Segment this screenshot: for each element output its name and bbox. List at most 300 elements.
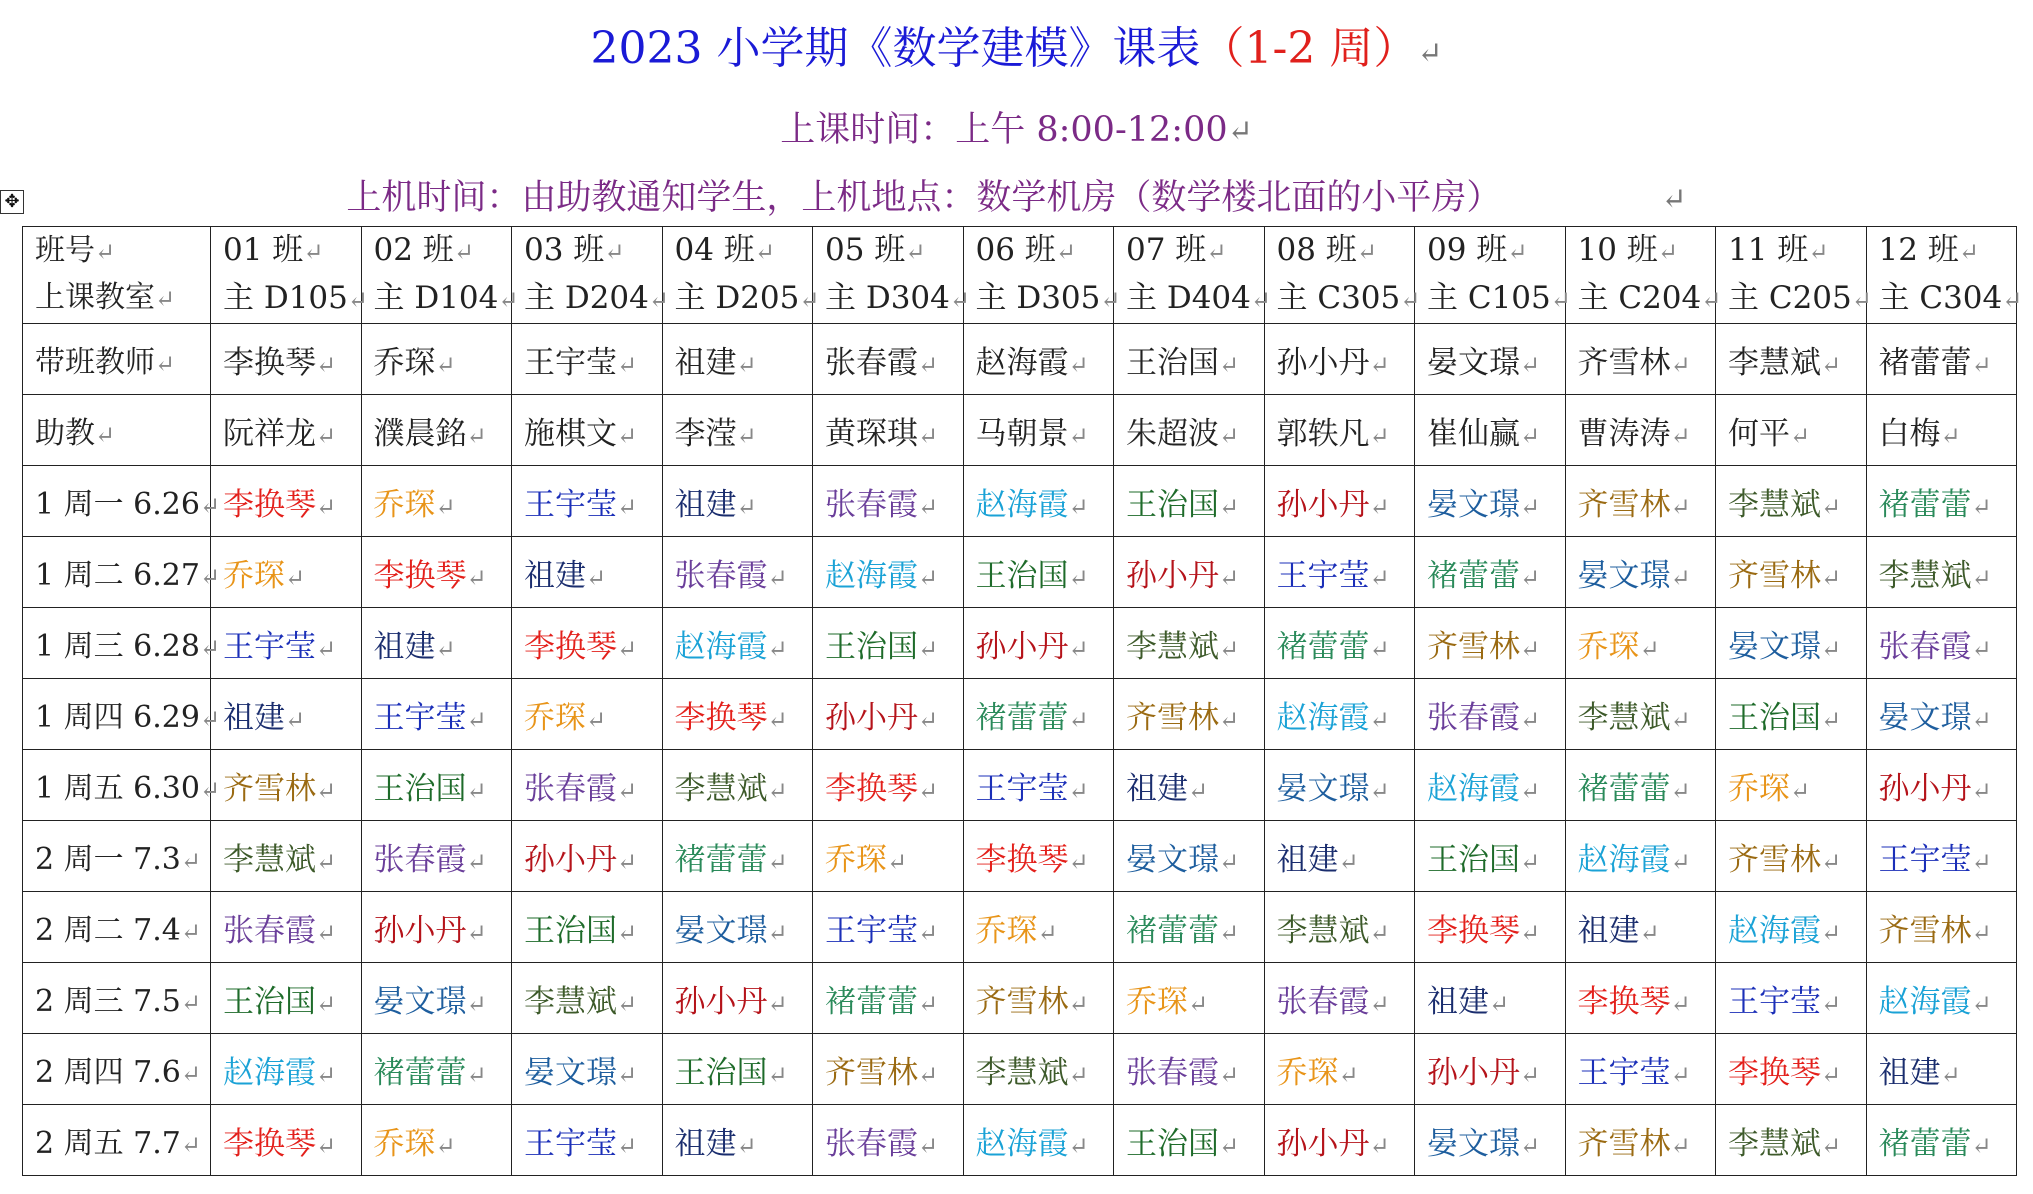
assigned-teacher: 孙小丹 (975, 628, 1069, 665)
teacher-cell[interactable] (1264, 324, 1415, 395)
day-cell[interactable] (23, 821, 211, 892)
schedule-cell[interactable] (963, 963, 1114, 1034)
cell-mark-icon: ↵ (918, 563, 939, 592)
assigned-teacher: 乔琛 (373, 486, 436, 523)
class-time-line (0, 102, 2033, 152)
assigned-teacher: 王宇莹 (825, 912, 918, 949)
schedule-cell[interactable] (1716, 821, 1867, 892)
schedule-cell[interactable] (963, 679, 1114, 750)
schedule-cell[interactable] (813, 1034, 964, 1105)
assistant-cell[interactable] (1716, 395, 1867, 466)
assistant-cell[interactable] (1565, 395, 1716, 466)
teacher-cell[interactable] (1565, 324, 1716, 395)
schedule-cell[interactable] (813, 892, 964, 963)
assistant-cell[interactable] (963, 395, 1114, 466)
schedule-cell[interactable] (1866, 679, 2017, 750)
assigned-teacher: 王治国 (524, 912, 617, 949)
schedule-cell[interactable] (1264, 963, 1415, 1034)
day-cell[interactable] (23, 1034, 211, 1105)
teacher-name: 王治国 (1126, 344, 1219, 381)
class-header-cell[interactable] (1415, 227, 1571, 324)
schedule-cell[interactable] (1114, 963, 1265, 1034)
cell-mark-icon: ↵ (1940, 1060, 1961, 1089)
assigned-teacher: 晏文璟 (373, 983, 467, 1020)
schedule-cell[interactable] (1415, 892, 1566, 963)
header-label-cell[interactable] (23, 227, 211, 324)
schedule-cell[interactable] (963, 608, 1114, 679)
table-move-handle-icon[interactable]: ✥ (0, 190, 24, 214)
schedule-cell[interactable] (813, 821, 964, 892)
schedule-cell[interactable] (1716, 892, 1867, 963)
assistant-cell[interactable] (1114, 395, 1265, 466)
cell-mark-icon: ↵ (1971, 705, 1992, 734)
schedule-cell[interactable] (1415, 1034, 1566, 1105)
schedule-cell[interactable] (1114, 892, 1265, 963)
schedule-cell[interactable] (963, 750, 1114, 821)
assistant-cell[interactable] (512, 395, 663, 466)
schedule-cell[interactable] (211, 466, 362, 537)
schedule-cell[interactable] (211, 1105, 362, 1176)
day-label: 2 周四 7.6 (35, 1055, 181, 1090)
cell-mark-icon: ↵ (180, 918, 201, 946)
schedule-cell[interactable] (1415, 1105, 1566, 1176)
cell-mark-icon: ↵ (316, 847, 337, 876)
cell-mark-icon: ↵ (1219, 634, 1240, 663)
cell-mark-icon: ↵ (1068, 563, 1089, 592)
schedule-cell[interactable] (662, 679, 813, 750)
teacher-cell[interactable] (1415, 324, 1566, 395)
schedule-row (23, 963, 2017, 1034)
schedule-cell[interactable] (1866, 608, 2017, 679)
schedule-cell[interactable] (813, 750, 964, 821)
assigned-teacher: 孙小丹 (1878, 770, 1972, 807)
cell-mark-icon: ↵ (617, 1131, 638, 1160)
schedule-cell[interactable] (1866, 1105, 2017, 1176)
cell-mark-icon: ↵ (1206, 238, 1227, 266)
assistant-name: 白梅 (1878, 415, 1941, 452)
schedule-cell[interactable] (211, 963, 362, 1034)
cell-mark-icon: ↵ (617, 634, 638, 663)
assigned-teacher: 李换琴 (1427, 912, 1520, 949)
classroom: 主 C105 (1427, 280, 1551, 316)
cell-mark-icon: ↵ (1369, 492, 1390, 521)
assigned-teacher: 赵海霞 (1427, 770, 1520, 807)
cell-mark-icon: ↵ (1670, 1131, 1691, 1160)
schedule-cell[interactable] (1565, 466, 1716, 537)
class-name: 01 班 (223, 232, 304, 268)
cell-mark-icon: ↵ (95, 238, 116, 266)
cell-mark-icon: ↵ (1068, 350, 1089, 379)
schedule-cell[interactable] (512, 1105, 663, 1176)
schedule-cell[interactable] (1565, 750, 1716, 821)
assigned-teacher: 赵海霞 (223, 1054, 316, 1091)
schedule-cell[interactable] (813, 1105, 964, 1176)
teacher-name: 孙小丹 (1276, 344, 1370, 381)
schedule-cell[interactable] (1415, 750, 1566, 821)
schedule-cell[interactable] (1866, 466, 2017, 537)
schedule-cell[interactable] (1565, 963, 1716, 1034)
assistant-cell[interactable] (1415, 395, 1566, 466)
schedule-cell[interactable] (512, 963, 663, 1034)
schedule-cell[interactable] (512, 821, 663, 892)
assistant-name: 曹涛涛 (1577, 415, 1671, 452)
schedule-cell[interactable] (1264, 1034, 1415, 1105)
assigned-teacher: 褚蕾蕾 (1577, 770, 1671, 807)
schedule-cell[interactable] (361, 963, 512, 1034)
assigned-teacher: 王宇莹 (524, 1125, 617, 1162)
class-header-cell[interactable] (1716, 227, 1872, 324)
schedule-cell[interactable] (1415, 679, 1566, 750)
schedule-cell[interactable] (1866, 821, 2017, 892)
cell-mark-icon: ↵ (1507, 238, 1528, 266)
schedule-cell[interactable] (813, 466, 964, 537)
cell-mark-icon: ↵ (1188, 776, 1209, 805)
cell-mark-icon: ↵ (1100, 286, 1121, 314)
schedule-cell[interactable] (1264, 537, 1415, 608)
cell-mark-icon: ↵ (1219, 350, 1240, 379)
teacher-cell[interactable] (1866, 324, 2017, 395)
schedule-cell[interactable] (1264, 1105, 1415, 1176)
assigned-teacher: 晏文璟 (1427, 1125, 1520, 1162)
cell-mark-icon: ↵ (1520, 350, 1541, 379)
schedule-cell[interactable] (1565, 679, 1716, 750)
schedule-cell[interactable] (662, 608, 813, 679)
schedule-cell[interactable] (361, 679, 512, 750)
assigned-teacher: 祖建 (674, 486, 737, 523)
schedule-cell[interactable] (361, 892, 512, 963)
schedule-cell[interactable] (1415, 537, 1566, 608)
schedule-cell[interactable] (813, 679, 964, 750)
cell-mark-icon: ↵ (1657, 238, 1678, 266)
schedule-cell[interactable] (1114, 608, 1265, 679)
schedule-cell[interactable] (512, 466, 663, 537)
schedule-cell[interactable] (1114, 1105, 1265, 1176)
cell-mark-icon: ↵ (199, 492, 221, 520)
cell-mark-icon: ↵ (180, 1131, 201, 1159)
assigned-teacher: 张春霞 (674, 557, 768, 594)
cell-mark-icon: ↵ (1219, 918, 1240, 947)
assigned-teacher: 孙小丹 (1427, 1054, 1520, 1091)
day-cell[interactable] (23, 892, 211, 963)
cell-mark-icon: ↵ (316, 634, 337, 663)
teacher-label-cell[interactable] (23, 324, 211, 395)
assistant-name: 朱超波 (1126, 415, 1219, 452)
schedule-cell[interactable] (1114, 1034, 1265, 1105)
schedule-cell[interactable] (1716, 608, 1867, 679)
assigned-teacher: 褚蕾蕾 (1878, 1125, 1972, 1162)
teacher-name: 李慧斌 (1728, 344, 1821, 381)
schedule-cell[interactable] (1264, 466, 1415, 537)
teacher-name: 张春霞 (825, 344, 918, 381)
schedule-cell[interactable] (512, 679, 663, 750)
teacher-cell[interactable] (1114, 324, 1265, 395)
schedule-cell[interactable] (662, 466, 813, 537)
assigned-teacher: 祖建 (524, 557, 586, 594)
schedule-cell[interactable] (1264, 892, 1415, 963)
teacher-cell[interactable] (963, 324, 1114, 395)
assigned-teacher: 张春霞 (524, 770, 617, 807)
schedule-cell[interactable] (211, 892, 362, 963)
schedule-cell[interactable] (512, 608, 663, 679)
day-cell[interactable] (23, 537, 221, 608)
schedule-cell[interactable] (1565, 1105, 1716, 1176)
day-cell[interactable] (23, 466, 221, 537)
assigned-teacher: 李慧斌 (674, 770, 768, 807)
schedule-cell[interactable] (963, 821, 1114, 892)
schedule-cell[interactable] (1264, 608, 1415, 679)
schedule-cell[interactable] (1114, 466, 1265, 537)
classroom: 主 D305 (975, 280, 1101, 316)
schedule-cell[interactable] (662, 1105, 813, 1176)
class-header-cell[interactable] (1866, 227, 2023, 324)
schedule-cell[interactable] (963, 537, 1114, 608)
day-cell[interactable] (23, 679, 221, 750)
schedule-cell[interactable] (963, 466, 1114, 537)
assigned-teacher: 齐雪林 (1728, 557, 1821, 594)
schedule-cell[interactable] (662, 892, 813, 963)
cell-mark-icon: ↵ (1520, 705, 1541, 734)
cell-mark-icon: ↵ (617, 776, 638, 805)
cell-mark-icon: ↵ (1520, 1060, 1541, 1089)
teacher-cell[interactable] (512, 324, 663, 395)
title-weeks: （1-2 周） (1200, 23, 1418, 74)
assigned-teacher: 齐雪林 (825, 1054, 918, 1091)
assigned-teacher: 赵海霞 (1276, 699, 1370, 736)
schedule-cell[interactable] (1716, 750, 1867, 821)
cell-mark-icon: ↵ (316, 350, 337, 379)
cell-mark-icon: ↵ (1369, 989, 1390, 1018)
page-title (0, 12, 2033, 76)
schedule-cell[interactable] (1565, 608, 1716, 679)
assistant-label: 助教 (35, 416, 95, 451)
teacher-cell[interactable] (813, 324, 964, 395)
schedule-row (23, 537, 2017, 608)
schedule-cell[interactable] (512, 892, 663, 963)
teacher-cell[interactable] (662, 324, 813, 395)
schedule-cell[interactable] (662, 750, 813, 821)
day-cell[interactable] (23, 608, 221, 679)
schedule-cell[interactable] (963, 1105, 1114, 1176)
schedule-cell[interactable] (211, 679, 362, 750)
schedule-cell[interactable] (813, 963, 964, 1034)
class-name: 10 班 (1577, 232, 1658, 268)
cell-mark-icon: ↵ (1821, 705, 1842, 734)
cell-mark-icon: ↵ (1670, 1060, 1691, 1089)
assigned-teacher: 赵海霞 (975, 486, 1069, 523)
assistant-cell[interactable] (1264, 395, 1415, 466)
class-header-cell[interactable] (1264, 227, 1421, 324)
cell-mark-icon: ↵ (1701, 286, 1722, 314)
schedule-cell[interactable] (1866, 1034, 2017, 1105)
schedule-cell[interactable] (1415, 963, 1566, 1034)
assigned-teacher: 王治国 (825, 628, 918, 665)
day-label: 2 周二 7.4 (35, 913, 181, 948)
schedule-cell[interactable] (1716, 963, 1867, 1034)
assigned-teacher: 张春霞 (1276, 983, 1370, 1020)
assigned-teacher: 李换琴 (223, 1125, 316, 1162)
classroom: 主 D204 (524, 280, 649, 316)
cell-mark-icon: ↵ (1670, 492, 1691, 521)
paragraph-mark-icon: ↵ (1661, 182, 1687, 217)
schedule-cell[interactable] (1565, 821, 1716, 892)
schedule-cell[interactable] (813, 608, 964, 679)
schedule-cell[interactable] (1716, 537, 1867, 608)
cell-mark-icon: ↵ (1219, 421, 1240, 450)
cell-mark-icon: ↵ (1971, 1131, 1992, 1160)
classroom: 主 D104 (373, 280, 499, 316)
schedule-cell[interactable] (1565, 1034, 1716, 1105)
cell-mark-icon: ↵ (466, 705, 487, 734)
schedule-cell[interactable] (662, 821, 813, 892)
schedule-cell[interactable] (361, 466, 512, 537)
cell-mark-icon: ↵ (1971, 350, 1992, 379)
cell-mark-icon: ↵ (736, 421, 757, 450)
schedule-cell[interactable] (211, 608, 362, 679)
cell-mark-icon: ↵ (1971, 989, 1992, 1018)
schedule-cell[interactable] (1716, 1105, 1867, 1176)
schedule-cell[interactable] (512, 750, 663, 821)
cell-mark-icon: ↵ (1369, 705, 1390, 734)
cell-mark-icon: ↵ (1808, 238, 1829, 266)
classroom: 主 C305 (1276, 280, 1401, 316)
cell-mark-icon: ↵ (347, 286, 368, 314)
schedule-cell[interactable] (662, 963, 813, 1034)
schedule-cell[interactable] (361, 1105, 512, 1176)
cell-mark-icon: ↵ (918, 705, 939, 734)
cell-mark-icon: ↵ (1219, 1131, 1240, 1160)
schedule-cell[interactable] (361, 750, 512, 821)
assistant-cell[interactable] (662, 395, 813, 466)
assistant-cell[interactable] (1866, 395, 2017, 466)
assistant-cell[interactable] (211, 395, 362, 466)
schedule-cell[interactable] (1565, 892, 1716, 963)
class-header-cell[interactable] (1114, 227, 1271, 324)
schedule-cell[interactable] (662, 1034, 813, 1105)
paragraph-mark-icon: ↵ (1417, 36, 1443, 71)
schedule-cell[interactable] (1114, 821, 1265, 892)
class-number-label: 班号 (35, 233, 95, 268)
schedule-cell[interactable] (361, 608, 512, 679)
schedule-cell[interactable] (1415, 608, 1566, 679)
assigned-teacher: 李换琴 (1728, 1054, 1821, 1091)
teacher-name: 王宇莹 (524, 344, 617, 381)
teacher-cell[interactable] (1716, 324, 1867, 395)
assistant-name: 李滢 (674, 415, 737, 452)
cell-mark-icon: ↵ (1068, 492, 1089, 521)
schedule-row (23, 466, 2017, 537)
schedule-cell[interactable] (1114, 750, 1265, 821)
assigned-teacher: 张春霞 (1878, 628, 1972, 665)
schedule-cell[interactable] (512, 1034, 663, 1105)
schedule-cell[interactable] (1264, 821, 1415, 892)
schedule-cell[interactable] (963, 892, 1114, 963)
teacher-cell[interactable] (211, 324, 362, 395)
day-cell[interactable] (23, 750, 221, 821)
schedule-cell[interactable] (1716, 1034, 1867, 1105)
schedule-cell[interactable] (1866, 892, 2017, 963)
schedule-cell[interactable] (211, 821, 362, 892)
cell-mark-icon: ↵ (604, 238, 625, 266)
cell-mark-icon: ↵ (1821, 492, 1842, 521)
schedule-cell[interactable] (1264, 679, 1415, 750)
cell-mark-icon: ↵ (1068, 1060, 1089, 1089)
cell-mark-icon: ↵ (1520, 1131, 1541, 1160)
teacher-cell[interactable] (361, 324, 512, 395)
day-label: 2 周一 7.3 (35, 842, 181, 877)
schedule-cell[interactable] (1565, 537, 1716, 608)
schedule-cell[interactable] (1866, 963, 2017, 1034)
schedule-cell[interactable] (1716, 466, 1867, 537)
teacher-name: 乔琛 (373, 344, 436, 381)
assigned-teacher: 褚蕾蕾 (1878, 486, 1972, 523)
assigned-teacher: 晏文璟 (1728, 628, 1821, 665)
schedule-cell[interactable] (211, 750, 362, 821)
schedule-cell[interactable] (963, 1034, 1114, 1105)
assigned-teacher: 孙小丹 (1126, 557, 1219, 594)
assigned-teacher: 祖建 (223, 699, 285, 736)
cell-mark-icon: ↵ (918, 918, 939, 947)
class-name: 03 班 (524, 232, 605, 268)
schedule-cell[interactable] (1716, 679, 1867, 750)
schedule-cell[interactable] (361, 821, 512, 892)
day-cell[interactable] (23, 1105, 211, 1176)
class-header-cell[interactable] (512, 227, 669, 324)
schedule-cell[interactable] (1415, 466, 1566, 537)
class-header-cell[interactable] (813, 227, 970, 324)
cell-mark-icon: ↵ (918, 989, 939, 1018)
class-header-cell[interactable] (963, 227, 1121, 324)
class-header-cell[interactable] (662, 227, 820, 324)
cell-mark-icon: ↵ (466, 1060, 487, 1089)
schedule-cell[interactable] (361, 537, 512, 608)
schedule-cell[interactable] (512, 537, 663, 608)
class-header-cell[interactable] (211, 227, 368, 324)
schedule-cell[interactable] (1866, 537, 2017, 608)
classroom: 主 C304 (1878, 280, 2003, 316)
class-header-cell[interactable] (361, 227, 519, 324)
assigned-teacher: 晏文璟 (524, 1054, 617, 1091)
schedule-cell[interactable] (361, 1034, 512, 1105)
schedule-cell[interactable] (1264, 750, 1415, 821)
assistant-cell[interactable] (361, 395, 512, 466)
day-label: 2 周五 7.7 (35, 1126, 181, 1161)
class-header-cell[interactable] (1565, 227, 1722, 324)
assigned-teacher: 褚蕾蕾 (975, 699, 1069, 736)
cell-mark-icon: ↵ (466, 918, 487, 947)
cell-mark-icon: ↵ (1971, 492, 1992, 521)
cell-mark-icon: ↵ (949, 286, 970, 314)
schedule-cell[interactable] (1866, 750, 2017, 821)
schedule-cell[interactable] (211, 537, 362, 608)
cell-mark-icon: ↵ (453, 238, 474, 266)
schedule-cell[interactable] (662, 537, 813, 608)
schedule-cell[interactable] (1114, 679, 1265, 750)
cell-mark-icon: ↵ (316, 492, 337, 521)
cell-mark-icon: ↵ (316, 1060, 337, 1089)
cell-mark-icon: ↵ (918, 634, 939, 663)
schedule-cell[interactable] (1114, 537, 1265, 608)
schedule-cell[interactable] (813, 537, 964, 608)
assistant-name: 阮祥龙 (223, 415, 316, 452)
schedule-cell[interactable] (211, 1034, 362, 1105)
cell-mark-icon: ↵ (617, 350, 638, 379)
assigned-teacher: 王治国 (373, 770, 467, 807)
cell-mark-icon: ↵ (754, 238, 775, 266)
day-cell[interactable] (23, 963, 211, 1034)
assistant-cell[interactable] (813, 395, 964, 466)
assistant-label-cell[interactable] (23, 395, 211, 466)
schedule-cell[interactable] (1415, 821, 1566, 892)
